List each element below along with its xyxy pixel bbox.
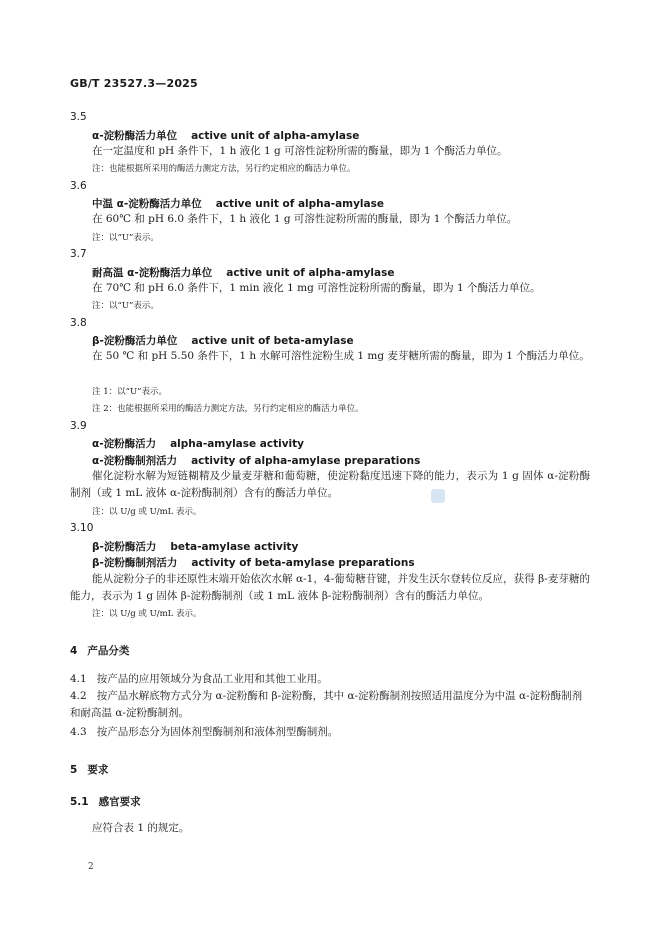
term-definition: 在 70℃ 和 pH 6.0 条件下，1 min 液化 1 mg 可溶性淀粉所需的酶量，即为 1 个酶活力单位。 — [92, 282, 541, 294]
term-zh: α-淀粉酶活力 — [92, 438, 157, 450]
term-zh: β-淀粉酶制剂活力 — [92, 557, 178, 569]
term-en: active unit of alpha-amylase — [191, 130, 360, 142]
clause-number: 3.7 — [70, 248, 87, 260]
term-note: 注：以“U”表示。 — [92, 301, 159, 311]
term-note-2: 注 2：也能根据所采用的酶活力测定方法，另行约定相应的酶活力单位。 — [92, 404, 364, 414]
subsection-number: 5.1 — [70, 796, 89, 808]
clause-item — [70, 671, 590, 688]
term-heading — [92, 436, 304, 451]
term-zh: 耐高温 α-淀粉酶活力单位 — [92, 267, 213, 279]
term-zh: β-淀粉酶活力单位 — [92, 335, 178, 347]
section-title: 要求 — [87, 764, 109, 776]
term-definition: 在一定温度和 pH 条件下，1 h 液化 1 g 可溶性淀粉所需的酶量，即为 1 个酶活力单位。 — [92, 145, 508, 157]
clause-number: 3.6 — [70, 180, 87, 192]
term-note: 注：以 U/g 或 U/mL 表示。 — [92, 507, 202, 517]
clause-text: 按产品的应用领域分为食品工业用和其他工业用。 — [96, 673, 328, 685]
standard-code-header: GB/T 23527.3—2025 — [70, 77, 198, 90]
term-definition: 在 50 ℃ 和 pH 5.50 条件下，1 h 水解可溶性淀粉生成 1 mg 麦芽糖所需的酶量，即为 1 个酶活力单位。 — [92, 350, 590, 362]
term-en: active unit of alpha-amylase — [226, 267, 395, 279]
clause-number: 4.1 — [70, 673, 87, 685]
term-zh: α-淀粉酶制剂活力 — [92, 455, 178, 467]
term-en: beta-amylase activity — [170, 541, 299, 553]
term-heading-alt — [92, 453, 420, 468]
term-heading-alt — [92, 555, 415, 570]
term-heading — [92, 539, 298, 554]
term-en: active unit of beta-amylase — [191, 335, 354, 347]
clause-item — [70, 688, 590, 722]
term-zh: α-淀粉酶活力单位 — [92, 130, 178, 142]
term-note: 注：也能根据所采用的酶活力测定方法，另行约定相应的酶活力单位。 — [92, 164, 356, 174]
subsection-heading — [70, 794, 141, 809]
clause-text: 应符合表 1 的规定。 — [92, 822, 190, 834]
clause-number: 3.5 — [70, 111, 87, 123]
clause-item — [70, 724, 590, 741]
term-heading — [92, 333, 354, 348]
term-definition: 催化淀粉水解为短链糊精及少量麦芽糖和葡萄糖，使淀粉黏度迅速下降的能力，表示为 1 g 固体 α-淀粉酶制剂（或 1 mL 液体 α-淀粉酶制剂）含有的酶活力单位。 — [70, 470, 590, 499]
term-heading — [92, 196, 384, 211]
term-zh: β-淀粉酶活力 — [92, 541, 157, 553]
clause-text: 按产品形态分为固体剂型酶制剂和液体剂型酶制剂。 — [96, 726, 339, 738]
section-heading — [70, 643, 129, 658]
clause-number: 3.8 — [70, 317, 87, 329]
term-heading — [92, 265, 395, 280]
term-note-1: 注 1：以“U”表示。 — [92, 387, 167, 397]
clause-number: 4.3 — [70, 726, 87, 738]
section-number: 4 — [70, 645, 78, 657]
term-zh: 中温 α-淀粉酶活力单位 — [92, 198, 202, 210]
term-en: active unit of alpha-amylase — [215, 198, 384, 210]
term-heading — [92, 128, 359, 143]
clause-text: 按产品水解底物方式分为 α-淀粉酶和 β-淀粉酶，其中 α-淀粉酶制剂按照适用温度分为中温 α-淀粉酶制剂和耐高温 α-淀粉酶制剂。 — [70, 690, 583, 719]
clause-number: 3.9 — [70, 420, 87, 432]
term-en: alpha-amylase activity — [170, 438, 305, 450]
term-definition: 在 60℃ 和 pH 6.0 条件下，1 h 液化 1 g 可溶性淀粉所需的酶量，即为 1 个酶活力单位。 — [92, 213, 518, 225]
term-note: 注：以 U/g 或 U/mL 表示。 — [92, 609, 202, 619]
term-en: activity of alpha-amylase preparations — [191, 455, 421, 467]
subsection-title: 感官要求 — [98, 796, 141, 808]
term-definition: 能从淀粉分子的非还原性末端开始依次水解 α-1，4-葡萄糖苷键，并发生沃尔登转位反应，获得 β-麦芽糖的能力，表示为 1 g 固体 β-淀粉酶制剂（或 1 mL 液体 β-淀粉酶制剂）含有的酶活力单位。 — [70, 573, 590, 602]
watermark-icon — [431, 489, 445, 503]
section-heading — [70, 762, 108, 777]
term-note: 注：以“U”表示。 — [92, 233, 159, 243]
section-title: 产品分类 — [87, 645, 130, 657]
section-number: 5 — [70, 764, 78, 776]
term-en: activity of beta-amylase preparations — [191, 557, 415, 569]
clause-number: 3.10 — [70, 522, 94, 534]
clause-number: 4.2 — [70, 690, 87, 702]
page-number: 2 — [88, 862, 94, 872]
